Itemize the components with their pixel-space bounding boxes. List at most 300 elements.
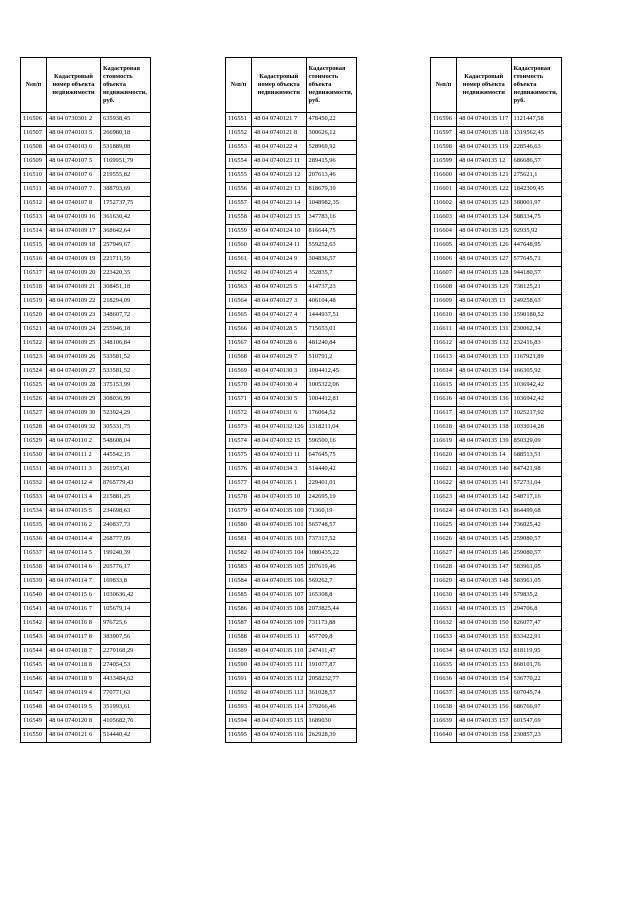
row-number: 116576 <box>226 463 252 477</box>
cadastral-number: 48 04 0740109 19 <box>47 253 101 267</box>
cadastral-value: 457709,8 <box>306 631 356 645</box>
cadastral-value: 572731,04 <box>511 477 561 491</box>
row-number: 116538 <box>21 561 47 575</box>
header-number: №п/п <box>431 58 457 113</box>
table-row <box>226 561 357 575</box>
cadastral-value: 230062,34 <box>511 323 561 337</box>
table-row <box>226 435 357 449</box>
cadastral-value: 565748,57 <box>306 519 356 533</box>
cadastral-value: 275621,1 <box>511 169 561 183</box>
cadastral-value: 447648,95 <box>511 239 561 253</box>
table-row <box>431 729 562 743</box>
cadastral-number: 48 04 0740107 7 <box>47 183 101 197</box>
cadastral-value: 1689030 <box>306 715 356 729</box>
table-row <box>226 239 357 253</box>
table-row <box>431 449 562 463</box>
row-number: 116601 <box>431 183 457 197</box>
row-number: 116590 <box>226 659 252 673</box>
cadastral-value: 528969,92 <box>306 141 356 155</box>
table-row <box>21 407 151 421</box>
cadastral-value: 379266,46 <box>306 701 356 715</box>
cadastral-value: 257949,67 <box>101 239 151 253</box>
cadastral-number: 48 04 0740134 3 <box>252 463 307 477</box>
row-number: 116573 <box>226 421 252 435</box>
cadastral-value: 2073825,44 <box>306 603 356 617</box>
row-number: 116613 <box>431 351 457 365</box>
row-number: 116605 <box>431 239 457 253</box>
table-row <box>431 491 562 505</box>
cadastral-value: 1004412,45 <box>306 365 356 379</box>
cadastral-value: 375153,99 <box>101 379 151 393</box>
cadastral-number: 48 04 0740109 23 <box>47 309 101 323</box>
row-number: 116557 <box>226 197 252 211</box>
cadastral-value: 242695,19 <box>306 491 356 505</box>
cadastral-number: 48 04 0740109 25 <box>47 337 101 351</box>
cadastral-number: 48 04 0740115 6 <box>47 589 101 603</box>
cadastral-number: 48 04 0740124 10 <box>252 225 307 239</box>
cadastral-value: 294706,8 <box>511 603 561 617</box>
row-number: 116563 <box>226 281 252 295</box>
cadastral-number: 48 04 0740113 4 <box>47 491 101 505</box>
cadastral-number: 48 04 0740135 132 <box>457 337 512 351</box>
table-row <box>21 659 151 673</box>
cadastral-value: 207619,46 <box>306 561 356 575</box>
cadastral-value: 1318211,04 <box>306 421 356 435</box>
cadastral-number: 48 04 0740135 124 <box>457 211 512 225</box>
cadastral-value: 300626,12 <box>306 127 356 141</box>
row-number: 116581 <box>226 533 252 547</box>
row-number: 116591 <box>226 673 252 687</box>
cadastral-value: 818679,39 <box>306 183 356 197</box>
table-row <box>226 169 357 183</box>
table-row <box>21 533 151 547</box>
table-row <box>21 729 151 743</box>
table-row <box>21 589 151 603</box>
table-row <box>226 701 357 715</box>
row-number: 116628 <box>431 561 457 575</box>
row-number: 116604 <box>431 225 457 239</box>
cadastral-value: 304836,57 <box>306 253 356 267</box>
cadastral-value: 731173,88 <box>306 617 356 631</box>
cadastral-number: 48 04 0740135 153 <box>457 659 512 673</box>
cadastral-value: 1167921,89 <box>511 351 561 365</box>
cadastral-value: 2270168,29 <box>101 645 151 659</box>
cadastral-number: 48 04 0740135 140 <box>457 463 512 477</box>
cadastral-value: 588334,75 <box>511 211 561 225</box>
cadastral-number: 48 04 0740109 17 <box>47 225 101 239</box>
cadastral-value: 230857,23 <box>511 729 561 743</box>
cadastral-value: 176064,52 <box>306 407 356 421</box>
cadastral-value: 536770,22 <box>511 673 561 687</box>
cadastral-number: 48 04 0740135 123 <box>457 197 512 211</box>
table-row <box>226 575 357 589</box>
cadastral-number: 48 04 0740135 122 <box>457 183 512 197</box>
cadastral-number: 48 04 0740135 103 <box>252 533 307 547</box>
table-row <box>431 379 562 393</box>
row-number: 116585 <box>226 589 252 603</box>
cadastral-value: 2058232,77 <box>306 673 356 687</box>
cadastral-number: 48 04 0740135 150 <box>457 617 512 631</box>
row-number: 116640 <box>431 729 457 743</box>
cadastral-value: 259080,57 <box>511 533 561 547</box>
table-row <box>431 281 562 295</box>
table-row <box>21 449 151 463</box>
row-number: 116614 <box>431 365 457 379</box>
cadastral-value: 596500,16 <box>306 435 356 449</box>
row-number: 116598 <box>431 141 457 155</box>
cadastral-number: 48 04 0740125 4 <box>252 267 307 281</box>
cadastral-number: 48 04 0740135 15 <box>457 603 512 617</box>
cadastral-number: 48 04 0740109 21 <box>47 281 101 295</box>
table-row <box>21 519 151 533</box>
table-row <box>21 267 151 281</box>
cadastral-value: 583961,05 <box>511 561 561 575</box>
table-header <box>226 58 357 113</box>
table-row <box>21 169 151 183</box>
row-number: 116634 <box>431 645 457 659</box>
row-number: 116542 <box>21 617 47 631</box>
cadastral-value: 579835,2 <box>511 589 561 603</box>
cadastral-value: 1080435,22 <box>306 547 356 561</box>
table-row <box>431 645 562 659</box>
cadastral-value: 383907,56 <box>101 631 151 645</box>
cadastral-number: 48 04 0740116 2 <box>47 519 101 533</box>
cadastral-value: 577645,71 <box>511 253 561 267</box>
cadastral-table-3 <box>430 57 562 743</box>
cadastral-number: 48 04 0740135 113 <box>252 687 307 701</box>
table-row <box>226 533 357 547</box>
cadastral-number: 48 04 0740121 8 <box>252 127 307 141</box>
cadastral-number: 48 04 0740135 136 <box>457 393 512 407</box>
row-number: 116599 <box>431 155 457 169</box>
table-row <box>21 393 151 407</box>
row-number: 116592 <box>226 687 252 701</box>
cadastral-value: 361028,57 <box>306 687 356 701</box>
cadastral-number: 48 04 0740107 8 <box>47 197 101 211</box>
cadastral-number: 48 04 0740117 8 <box>47 631 101 645</box>
cadastral-value: 351993,61 <box>101 701 151 715</box>
row-number: 116624 <box>431 505 457 519</box>
cadastral-value: 826077,47 <box>511 617 561 631</box>
cadastral-value: 647645,75 <box>306 449 356 463</box>
table-row <box>21 617 151 631</box>
table-row <box>21 211 151 225</box>
table-row <box>226 295 357 309</box>
row-number: 116560 <box>226 239 252 253</box>
cadastral-number: 48 04 0740120 8 <box>47 715 101 729</box>
table-row <box>431 183 562 197</box>
table-row <box>226 463 357 477</box>
cadastral-value: 255946,18 <box>101 323 151 337</box>
table-row <box>226 687 357 701</box>
row-number: 116626 <box>431 533 457 547</box>
row-number: 116544 <box>21 645 47 659</box>
table-row <box>21 687 151 701</box>
cadastral-number: 48 04 0740135 10 <box>252 491 307 505</box>
row-number: 116524 <box>21 365 47 379</box>
table-row <box>226 659 357 673</box>
row-number: 116535 <box>21 519 47 533</box>
cadastral-number: 48 04 0740135 108 <box>252 603 307 617</box>
cadastral-number: 48 04 0740111 3 <box>47 463 101 477</box>
table-row <box>21 225 151 239</box>
table-row <box>431 533 562 547</box>
table-row <box>21 379 151 393</box>
table-row <box>226 113 357 127</box>
cadastral-number: 48 04 0740135 125 <box>457 225 512 239</box>
row-number: 116603 <box>431 211 457 225</box>
cadastral-value: 247411,47 <box>306 645 356 659</box>
row-number: 116631 <box>431 603 457 617</box>
cadastral-value: 944180,57 <box>511 267 561 281</box>
cadastral-value: 601547,69 <box>511 715 561 729</box>
cadastral-value: 847421,98 <box>511 463 561 477</box>
cadastral-number: 48 04 0740135 149 <box>457 589 512 603</box>
cadastral-number: 48 04 0740127 4 <box>252 309 307 323</box>
row-number: 116526 <box>21 393 47 407</box>
table-row <box>431 295 562 309</box>
cadastral-value: 514440,42 <box>101 729 151 743</box>
table-row <box>431 687 562 701</box>
cadastral-value: 221711,59 <box>101 253 151 267</box>
table-row <box>21 127 151 141</box>
table-row <box>431 715 562 729</box>
table-row <box>431 631 562 645</box>
cadastral-value: 240837,73 <box>101 519 151 533</box>
row-number: 116552 <box>226 127 252 141</box>
cadastral-value: 1444937,51 <box>306 309 356 323</box>
table-row <box>431 617 562 631</box>
table-row <box>21 183 151 197</box>
cadastral-number: 48 04 0740135 117 <box>457 113 512 127</box>
table-row <box>21 631 151 645</box>
cadastral-number: 48 04 0740109 26 <box>47 351 101 365</box>
header-number: №п/п <box>21 58 47 113</box>
cadastral-number: 48 04 0740114 6 <box>47 561 101 575</box>
cadastral-value: 191077,87 <box>306 659 356 673</box>
cadastral-number: 48 04 0740128 6 <box>252 337 307 351</box>
table-row <box>431 225 562 239</box>
row-number: 116517 <box>21 267 47 281</box>
table-row <box>431 673 562 687</box>
row-number: 116539 <box>21 575 47 589</box>
table-row <box>226 253 357 267</box>
cadastral-number: 48 04 0740112 4 <box>47 477 101 491</box>
row-number: 116553 <box>226 141 252 155</box>
cadastral-number: 48 04 0740135 134 <box>457 365 512 379</box>
cadastral-value: 388793,69 <box>101 183 151 197</box>
cadastral-number: 48 04 0740135 147 <box>457 561 512 575</box>
row-number: 116550 <box>21 729 47 743</box>
table-row <box>431 435 562 449</box>
cadastral-number: 48 04 0740135 105 <box>252 561 307 575</box>
table-row <box>226 519 357 533</box>
cadastral-value: 850329,09 <box>511 435 561 449</box>
table-row <box>21 673 151 687</box>
row-number: 116541 <box>21 603 47 617</box>
cadastral-value: 686766,97 <box>511 701 561 715</box>
row-number: 116574 <box>226 435 252 449</box>
cadastral-value: 305331,75 <box>101 421 151 435</box>
row-number: 116579 <box>226 505 252 519</box>
row-number: 116636 <box>431 673 457 687</box>
table-row <box>431 337 562 351</box>
cadastral-number: 48 04 0740109 30 <box>47 407 101 421</box>
cadastral-number: 48 04 0740109 32 <box>47 421 101 435</box>
cadastral-number: 48 04 0740135 104 <box>252 547 307 561</box>
table-row <box>431 197 562 211</box>
cadastral-value: 738125,21 <box>511 281 561 295</box>
cadastral-value: 223420,35 <box>101 267 151 281</box>
header-cadastral-value: Кадастровая стоимость объекта недвижимости, руб. <box>306 58 356 113</box>
table-row <box>226 617 357 631</box>
cadastral-number: 48 04 0740109 24 <box>47 323 101 337</box>
table-row <box>21 155 151 169</box>
table-row <box>431 239 562 253</box>
cadastral-value: 1033014,28 <box>511 421 561 435</box>
cadastral-value: 559252,63 <box>306 239 356 253</box>
cadastral-number: 48 04 0740135 148 <box>457 575 512 589</box>
table-row <box>431 141 562 155</box>
cadastral-number: 48 04 0740135 145 <box>457 533 512 547</box>
header-cadastral-number: Кадастровый номер объекта недвижимости <box>252 58 307 113</box>
cadastral-value: 92935,92 <box>511 225 561 239</box>
row-number: 116638 <box>431 701 457 715</box>
row-number: 116545 <box>21 659 47 673</box>
table-row <box>431 463 562 477</box>
table-row <box>21 337 151 351</box>
cadastral-number: 48 04 0740118 7 <box>47 645 101 659</box>
row-number: 116595 <box>226 729 252 743</box>
cadastral-value: 165308,8 <box>306 589 356 603</box>
cadastral-value: 1319562,45 <box>511 127 561 141</box>
cadastral-number: 48 04 0740135 137 <box>457 407 512 421</box>
table-row <box>431 393 562 407</box>
row-number: 116528 <box>21 421 47 435</box>
cadastral-value: 261973,41 <box>101 463 151 477</box>
cadastral-number: 48 04 0740123 11 <box>252 155 307 169</box>
cadastral-value: 352835,7 <box>306 267 356 281</box>
cadastral-value: 1025217,92 <box>511 407 561 421</box>
table-row <box>431 309 562 323</box>
table-row <box>21 197 151 211</box>
table-header <box>21 58 151 113</box>
row-number: 116597 <box>431 127 457 141</box>
cadastral-number: 48 04 0740128 5 <box>252 323 307 337</box>
cadastral-value: 361630,42 <box>101 211 151 225</box>
cadastral-value: 289415,96 <box>306 155 356 169</box>
cadastral-number: 48 04 0740135 128 <box>457 267 512 281</box>
row-number: 116515 <box>21 239 47 253</box>
cadastral-number: 48 04 0740135 129 <box>457 281 512 295</box>
cadastral-value: 583961,05 <box>511 575 561 589</box>
row-number: 116568 <box>226 351 252 365</box>
cadastral-number: 48 04 0740123 13 <box>252 183 307 197</box>
table-row <box>431 659 562 673</box>
row-number: 116507 <box>21 127 47 141</box>
table-row <box>226 365 357 379</box>
cadastral-value: 166305,92 <box>511 365 561 379</box>
cadastral-number: 48 04 0740135 135 <box>457 379 512 393</box>
cadastral-number: 48 04 0740135 152 <box>457 645 512 659</box>
cadastral-number: 48 04 0740135 1 <box>252 477 307 491</box>
table-row <box>431 113 562 127</box>
table-row <box>21 421 151 435</box>
cadastral-number: 48 04 0740135 107 <box>252 589 307 603</box>
table-row <box>21 575 151 589</box>
cadastral-value: 635938,45 <box>101 113 151 127</box>
cadastral-number: 48 04 0740124 9 <box>252 253 307 267</box>
cadastral-value: 4433484,62 <box>101 673 151 687</box>
row-number: 116537 <box>21 547 47 561</box>
cadastral-value: 8765779,43 <box>101 477 151 491</box>
cadastral-number: 48 04 0740135 151 <box>457 631 512 645</box>
row-number: 116519 <box>21 295 47 309</box>
cadastral-value: 368642,64 <box>101 225 151 239</box>
table-row <box>21 281 151 295</box>
table-row <box>431 421 562 435</box>
cadastral-number: 48 04 0740135 157 <box>457 715 512 729</box>
cadastral-value: 1048982,35 <box>306 197 356 211</box>
cadastral-number: 48 04 0740135 14 <box>457 449 512 463</box>
row-number: 116580 <box>226 519 252 533</box>
table-row <box>21 463 151 477</box>
cadastral-number: 48 04 0740135 127 <box>457 253 512 267</box>
cadastral-number: 48 04 0740107 5 <box>47 155 101 169</box>
cadastral-number: 48 04 0740109 16 <box>47 211 101 225</box>
cadastral-value: 308451,18 <box>101 281 151 295</box>
cadastral-value: 1030636,42 <box>101 589 151 603</box>
table-row <box>226 267 357 281</box>
row-number: 116536 <box>21 533 47 547</box>
table-row <box>431 701 562 715</box>
row-number: 116555 <box>226 169 252 183</box>
table-row <box>431 323 562 337</box>
row-number: 116521 <box>21 323 47 337</box>
table-row <box>431 547 562 561</box>
row-number: 116637 <box>431 687 457 701</box>
cadastral-number: 48 04 0740114 5 <box>47 547 101 561</box>
cadastral-value: 308036,99 <box>101 393 151 407</box>
cadastral-number: 48 04 0740133 11 <box>252 449 307 463</box>
cadastral-number: 48 04 0740135 119 <box>457 141 512 155</box>
row-number: 116617 <box>431 407 457 421</box>
cadastral-value: 864499,68 <box>511 505 561 519</box>
row-number: 116558 <box>226 211 252 225</box>
table-row <box>21 435 151 449</box>
cadastral-value: 1752737,75 <box>101 197 151 211</box>
cadastral-value: 816644,75 <box>306 225 356 239</box>
table-row <box>21 505 151 519</box>
table-row <box>226 127 357 141</box>
cadastral-value: 868101,76 <box>511 659 561 673</box>
table-row <box>431 169 562 183</box>
row-number: 116556 <box>226 183 252 197</box>
cadastral-number: 48 04 0740118 9 <box>47 673 101 687</box>
table-row <box>226 603 357 617</box>
row-number: 116533 <box>21 491 47 505</box>
row-number: 116561 <box>226 253 252 267</box>
row-number: 116633 <box>431 631 457 645</box>
cadastral-value: 533581,52 <box>101 351 151 365</box>
cadastral-number: 48 04 0740116 7 <box>47 603 101 617</box>
cadastral-number: 48 04 0740119 5 <box>47 701 101 715</box>
cadastral-value: 268777,09 <box>101 533 151 547</box>
cadastral-number: 48 04 0730301 2 <box>47 113 101 127</box>
table-row <box>21 253 151 267</box>
row-number: 116610 <box>431 309 457 323</box>
cadastral-value: 737317,52 <box>306 533 356 547</box>
